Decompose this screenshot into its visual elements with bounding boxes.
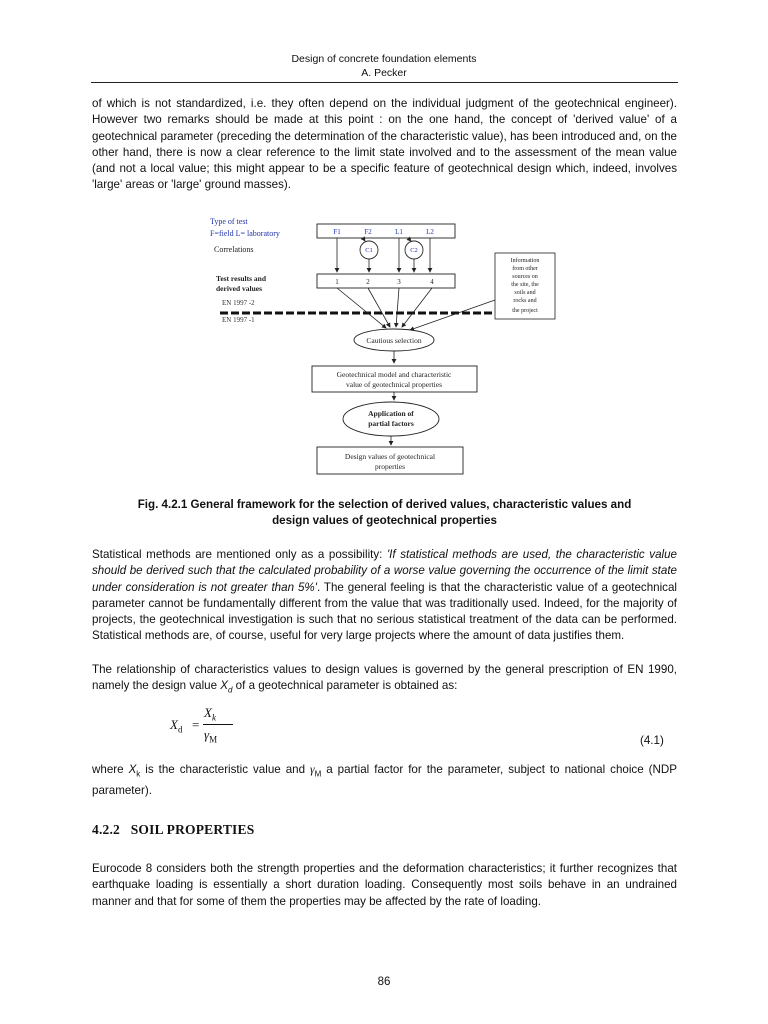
page-number: 86 [377, 976, 391, 988]
paragraph2-quote: 'If statistical methods are used, the characteristic value should be derived such that the calculated probability of a worse value governing the occurrence of the limit state under consideration is not greater than 5%' [92, 548, 677, 594]
label-test-results: Test results and [216, 274, 267, 283]
svg-text:rocks and: rocks and [513, 298, 537, 304]
svg-text:the project: the project [512, 308, 538, 314]
paragraph-relationship: The relationship of characteristics values to design values is governed by the general prescription of EN 1990, namely the design value $X_d$ of a geotechnical parameter is obtained as: [92, 663, 677, 695]
eq-denominator: $\gamma_M$ [204, 727, 218, 745]
label-correlations: Correlations [214, 245, 254, 254]
label-en1997-2: EN 1997 -2 [222, 299, 255, 307]
result-1: 1 [335, 278, 339, 286]
svg-text:from other: from other [512, 266, 538, 272]
paragraph-soil-properties: Eurocode 8 considers both the strength properties and the deformation characteristics; it further recognizes that earthquake loading is essentially a short duration loading. Consequently most soils behave in an undrained manner and that for some of them the properties may be affected by the rate of loading. [92, 862, 677, 908]
eq-fraction-bar [203, 724, 233, 725]
svg-text:soils and: soils and [514, 290, 536, 296]
paragraph-where: where $X_k$ is the characteristic value and $\gamma_M$ a partial factor for the parameter, subject to national choice (NDP parameter). [92, 763, 677, 797]
eq-lhs: $X_d$ [170, 717, 183, 735]
label-type-of-test: Type of test [210, 217, 248, 226]
svg-text:the site, the: the site, the [511, 282, 539, 288]
figure-caption [92, 497, 677, 529]
eq-equals: = [192, 717, 200, 732]
caption-line-1: Fig. 4.2.1 General framework for the selection of derived values, characteristic values and [137, 498, 632, 511]
design-values-line2: properties [375, 462, 405, 471]
equation-number: (4.1) [640, 734, 664, 747]
label-derived-values: derived values [216, 284, 263, 293]
correlation-c2-label: C2 [410, 247, 418, 254]
section-heading: 4.2.2 SOIL PROPERTIES [92, 822, 255, 837]
geotechnical-model-line2: value of geotechnical properties [346, 380, 442, 389]
result-3: 3 [397, 278, 401, 286]
test-f2: F2 [364, 228, 372, 236]
geotechnical-model-line1: Geotechnical model and characteristic [336, 370, 452, 379]
paragraph-statistical-methods [92, 547, 677, 645]
header-rule [91, 82, 678, 83]
svg-text:sources on: sources on [512, 274, 538, 280]
equation-4-1 [170, 705, 260, 750]
test-l2: L2 [426, 228, 434, 236]
info-box-text [511, 257, 540, 314]
result-4: 4 [430, 278, 434, 286]
test-l1: L1 [395, 228, 403, 236]
result-2: 2 [366, 278, 370, 286]
framework-figure [200, 212, 560, 482]
svg-text:Information: Information [510, 258, 540, 264]
cautious-selection-label: Cautious selection [366, 336, 422, 345]
paragraph2-start: Statistical methods are mentioned only as a possibility: [92, 548, 387, 561]
running-header [0, 52, 768, 80]
header-author: A. Pecker [361, 67, 407, 79]
label-en1997-1: EN 1997 -1 [222, 316, 255, 324]
test-f1: F1 [333, 228, 341, 236]
partial-factors-line1: Application of [368, 409, 414, 418]
eq-numerator: $X_k$ [204, 705, 216, 723]
caption-line-2: design values of geotechnical properties [272, 514, 497, 527]
label-field-laboratory: F=field L= laboratory [210, 229, 280, 238]
paragraph2-end: . The general feeling is that the characteristic value of a geotechnical parameter cannot be fundamentally different from the value that was traditionally used. Indeed, for the majority of projects, the geotechnical investigation is such that no serious statistical treatment of the data can be performed. Statistical methods are, of course, useful for very large projects where the amount of data justifies them. [92, 580, 678, 643]
header-title: Design of concrete foundation elements [291, 53, 477, 65]
paragraph-derived-value: of which is not standardized, i.e. they often depend on the individual judgment of the geotechnical engineer). However two remarks should be made at this point : on the one hand, the concept of 'derived value' of a geotechnical parameter (preceding the determination of the characteristic value), has been introduced and, on the other hand, there is now a clear reference to the limit state involved and to the assessment of the mean value (and not a local value; this might appear to be a specific feature of geotechnical design which, indeed, involves 'large' areas or 'large' ground masses). [92, 97, 677, 192]
partial-factors-line2: partial factors [368, 419, 414, 428]
correlation-c1-label: C1 [365, 247, 373, 254]
design-values-line1: Design values of geotechnical [344, 452, 436, 461]
